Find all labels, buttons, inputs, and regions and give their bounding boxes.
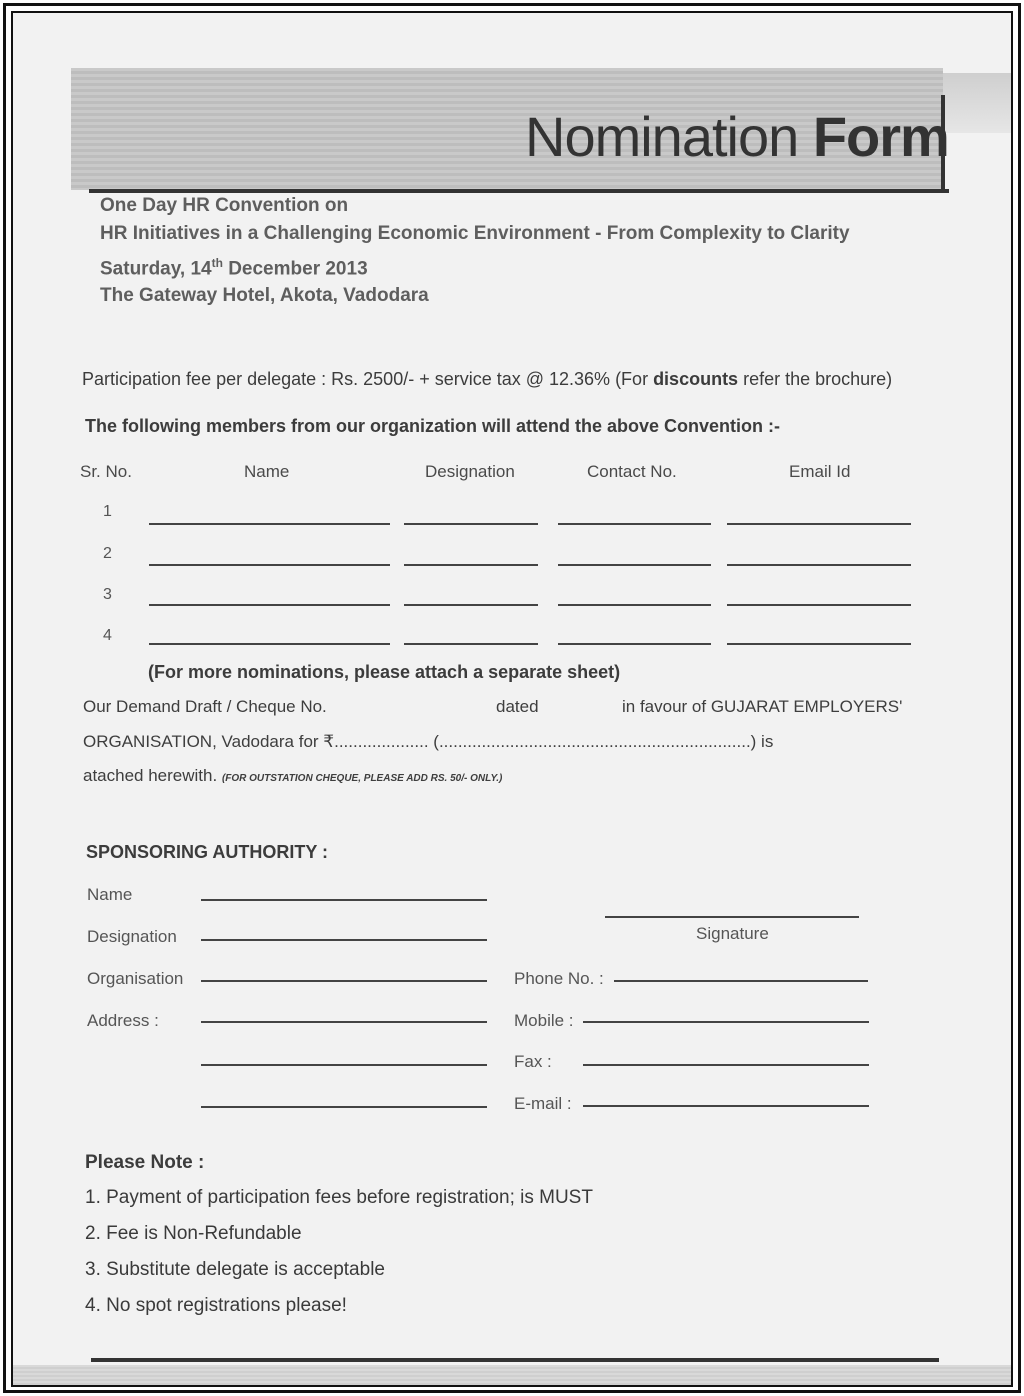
sponsor-address-field[interactable] xyxy=(201,1064,487,1066)
row-number: 1 xyxy=(103,503,112,520)
fee-text-a: Participation fee per delegate : Rs. 2500/- + service tax @ 12.36% (For xyxy=(82,369,654,389)
row-number: 3 xyxy=(103,586,112,603)
header-rule xyxy=(89,189,949,193)
date-sup: th xyxy=(211,256,223,270)
designation-field[interactable] xyxy=(404,604,538,606)
attached-text: atached herewith. xyxy=(83,766,218,785)
col-name: Name xyxy=(244,462,290,481)
signature-label: Signature xyxy=(696,924,769,943)
title-regular: Nomination xyxy=(525,105,799,168)
sponsoring-heading: SPONSORING AUTHORITY : xyxy=(86,842,329,862)
designation-field[interactable] xyxy=(404,643,538,645)
mobile-label: Mobile : xyxy=(514,1011,574,1030)
date-suffix: December 2013 xyxy=(222,258,368,280)
date-prefix: Saturday, 14 xyxy=(100,258,212,280)
contact-field[interactable] xyxy=(558,564,711,566)
fee-text-bold: discounts xyxy=(653,369,739,389)
note-item: 1. Payment of participation fees before registration; is MUST xyxy=(85,1187,593,1208)
designation-field[interactable] xyxy=(404,564,538,566)
phone-label: Phone No. : xyxy=(514,969,604,988)
mobile-field[interactable] xyxy=(583,1021,869,1023)
name-field[interactable] xyxy=(149,604,390,606)
please-note-heading: Please Note : xyxy=(85,1152,205,1173)
note-item: 4. No spot registrations please! xyxy=(85,1295,347,1316)
sponsor-email-field[interactable] xyxy=(583,1105,869,1107)
sponsor-organisation-label: Organisation xyxy=(87,969,184,988)
amount-line: ORGANISATION, Vadodara for ₹.................... (..................................................................) is xyxy=(83,732,774,751)
contact-field[interactable] xyxy=(558,523,711,525)
sponsor-designation-label: Designation xyxy=(87,927,177,946)
fee-text-b: refer the brochure) xyxy=(738,369,893,389)
email-label: E-mail : xyxy=(514,1094,572,1113)
convention-date xyxy=(100,256,368,280)
note-item: 3. Substitute delegate is acceptable xyxy=(85,1259,385,1280)
signature-field[interactable] xyxy=(605,916,859,918)
header-shade xyxy=(943,73,1013,133)
designation-field[interactable] xyxy=(404,523,538,525)
col-contact: Contact No. xyxy=(587,462,677,481)
footer-rule xyxy=(91,1358,939,1362)
sponsor-address-field[interactable] xyxy=(201,1021,487,1023)
sponsor-name-label: Name xyxy=(87,885,133,904)
name-field[interactable] xyxy=(149,523,390,525)
title-bold: Form xyxy=(812,105,949,168)
row-number: 2 xyxy=(103,545,112,562)
fax-field[interactable] xyxy=(583,1064,869,1066)
col-designation: Designation xyxy=(425,462,515,481)
dd-cheque-label: Our Demand Draft / Cheque No. xyxy=(83,697,327,716)
fax-label: Fax : xyxy=(514,1052,552,1071)
col-email: Email Id xyxy=(789,462,851,481)
outstation-note: (FOR OUTSTATION CHEQUE, PLEASE ADD RS. 50/- ONLY.) xyxy=(221,773,503,784)
members-heading: The following members from our organization will attend the above Convention :- xyxy=(85,416,781,436)
attached-line xyxy=(83,766,502,786)
sponsor-organisation-field[interactable] xyxy=(201,980,487,982)
name-field[interactable] xyxy=(149,643,390,645)
contact-field[interactable] xyxy=(558,604,711,606)
sponsor-address-label: Address : xyxy=(87,1011,159,1030)
fee-line xyxy=(82,369,892,390)
dated-label: dated xyxy=(496,697,539,716)
email-field[interactable] xyxy=(727,643,911,645)
email-field[interactable] xyxy=(727,523,911,525)
row-number: 4 xyxy=(103,627,112,644)
convention-theme: HR Initiatives in a Challenging Economic Environment - From Complexity to Clarity xyxy=(100,223,850,244)
email-field[interactable] xyxy=(727,564,911,566)
phone-field[interactable] xyxy=(614,980,868,982)
email-field[interactable] xyxy=(727,604,911,606)
sponsor-designation-field[interactable] xyxy=(201,939,487,941)
footer-band xyxy=(13,1365,1011,1385)
favour-label: in favour of GUJARAT EMPLOYERS' xyxy=(622,697,903,716)
contact-field[interactable] xyxy=(558,643,711,645)
convention-line: One Day HR Convention on xyxy=(100,195,349,216)
more-nominations-note: (For more nominations, please attach a separate sheet) xyxy=(148,662,621,682)
convention-venue: The Gateway Hotel, Akota, Vadodara xyxy=(100,285,429,306)
sponsor-name-field[interactable] xyxy=(201,899,487,901)
sponsor-address-field[interactable] xyxy=(201,1106,487,1108)
note-item: 2. Fee is Non-Refundable xyxy=(85,1223,302,1244)
col-sr-no: Sr. No. xyxy=(80,462,132,481)
page-title xyxy=(525,104,949,169)
name-field[interactable] xyxy=(149,564,390,566)
